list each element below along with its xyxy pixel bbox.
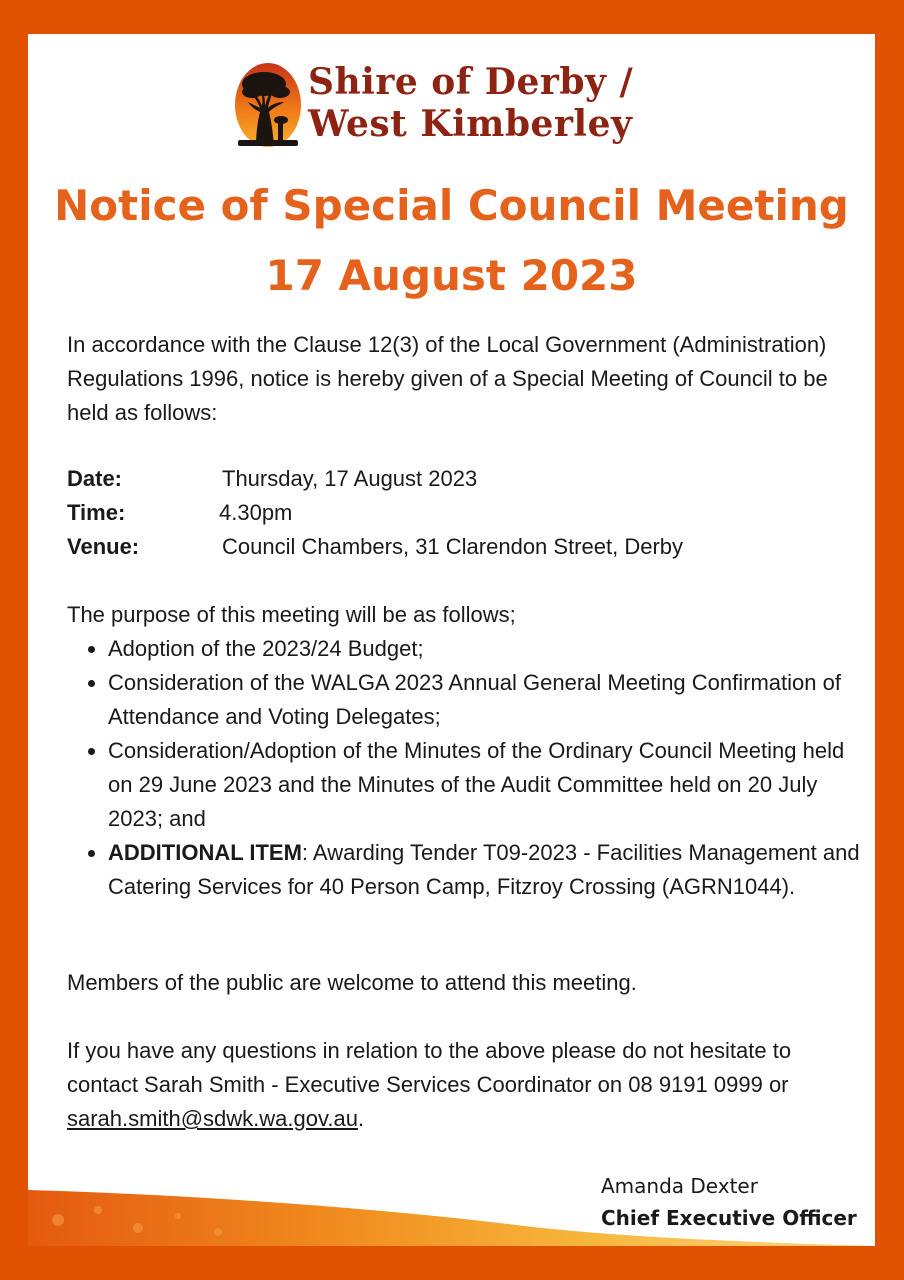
list-item bbox=[108, 632, 868, 666]
additional-item-label: ADDITIONAL ITEM bbox=[108, 840, 302, 865]
notice-page bbox=[28, 34, 875, 1246]
intro-paragraph: In accordance with the Clause 12(3) of the Local Government (Administration) Regulations 1996, notice is hereby given of a Special Meeting of Council to be held as follows: bbox=[67, 332, 828, 425]
agenda-list bbox=[67, 632, 868, 904]
time-value: 4.30pm bbox=[219, 500, 293, 525]
logo-text-line1: Shire of Derby / bbox=[308, 61, 634, 103]
venue-label: Venue: bbox=[67, 534, 140, 559]
shire-logo bbox=[234, 60, 654, 152]
signatory-name: Amanda Dexter bbox=[601, 1174, 758, 1198]
agenda-item-text: Consideration of the WALGA 2023 Annual General Meeting Confirmation of Attendance and Voting Delegates; bbox=[108, 670, 841, 729]
purpose-intro: The purpose of this meeting will be as follows; bbox=[67, 602, 516, 627]
list-item bbox=[108, 836, 868, 904]
date-value: Thursday, 17 August 2023 bbox=[222, 466, 478, 491]
contact-paragraph bbox=[67, 1034, 837, 1136]
meeting-date-title: 17 August 2023 bbox=[265, 251, 638, 300]
contact-text: If you have any questions in relation to the above please do not hesitate to contact Sarah Smith - Executive Services Coordinator on 08 9191 0999 or bbox=[67, 1038, 792, 1097]
agenda-item-text: Consideration/Adoption of the Minutes of the Ordinary Council Meeting held on 29 June 2023 and the Minutes of the Audit Committee held on 20 July 2023; and bbox=[108, 738, 845, 831]
agenda-item-text: : Awarding Tender T09-2023 - Facilities Management and Catering Services for 40 Person Camp, Fitzroy Crossing (AGRN1044). bbox=[108, 840, 860, 899]
venue-value: Council Chambers, 31 Clarendon Street, Derby bbox=[222, 534, 684, 559]
email-link[interactable]: sarah.smith@sdwk.wa.gov.au bbox=[67, 1106, 358, 1131]
list-item bbox=[108, 734, 868, 836]
footer-decoration bbox=[28, 1190, 875, 1246]
time-label: Time: bbox=[67, 500, 126, 525]
list-item bbox=[108, 666, 868, 734]
signatory-role: Chief Executive Officer bbox=[601, 1206, 857, 1230]
logo-text-line2: West Kimberley bbox=[308, 103, 633, 145]
agenda-item-text: Adoption of the 2023/24 Budget; bbox=[108, 636, 424, 661]
contact-text-end: . bbox=[357, 1106, 365, 1131]
notice-title: Notice of Special Council Meeting bbox=[54, 181, 849, 230]
public-note: Members of the public are welcome to attend this meeting. bbox=[67, 970, 637, 995]
boab-tree-sunset-icon bbox=[234, 62, 302, 148]
date-label: Date: bbox=[67, 466, 123, 491]
